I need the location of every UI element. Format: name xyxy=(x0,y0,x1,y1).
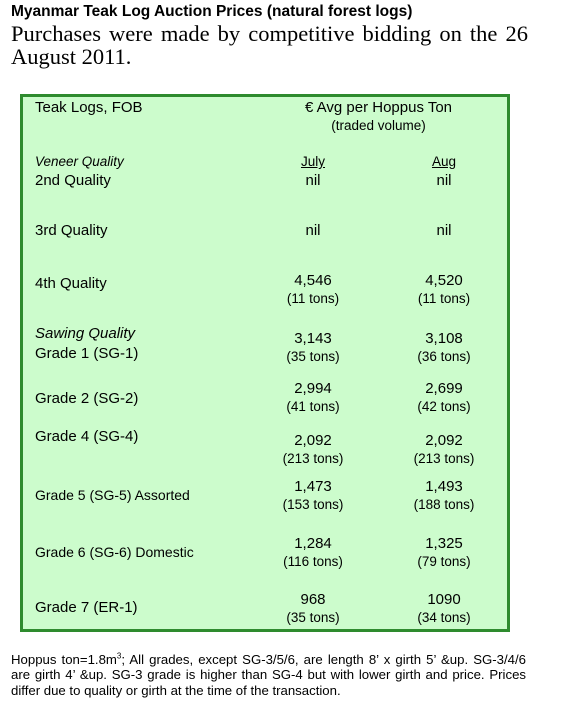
row-label: Grade 1 (SG-1) xyxy=(35,345,139,362)
aug-volume: (34 tons) xyxy=(417,610,471,625)
july-volume: (41 tons) xyxy=(286,399,340,414)
aug-price: 4,520 xyxy=(425,272,463,289)
july-volume: (11 tons) xyxy=(286,291,340,306)
july-price: 2,994 xyxy=(294,380,332,397)
july-volume: (116 tons) xyxy=(283,554,343,569)
row-label: Grade 4 (SG-4) xyxy=(35,428,139,445)
row-label: Grade 2 (SG-2) xyxy=(35,390,139,407)
row-label: Grade 6 (SG-6) Domestic xyxy=(35,544,194,560)
section-sawing-quality: Sawing Quality xyxy=(35,325,136,342)
row-label: 3rd Quality xyxy=(35,222,108,239)
intro-text: Purchases were made by competitive bidding on the 26 August 2011. xyxy=(11,21,528,69)
july-price: 2,092 xyxy=(294,432,332,449)
aug-price: nil xyxy=(436,222,452,239)
month-aug-header: Aug xyxy=(431,154,457,169)
july-price: 4,546 xyxy=(294,272,332,289)
aug-volume: (42 tons) xyxy=(417,399,471,414)
aug-volume: (11 tons) xyxy=(417,291,471,306)
aug-price: nil xyxy=(436,172,452,189)
aug-price: 2,699 xyxy=(425,380,463,397)
aug-volume: (188 tons) xyxy=(413,497,475,512)
aug-price: 3,108 xyxy=(425,330,463,347)
column-header-price: € Avg per Hoppus Ton xyxy=(304,99,453,116)
july-volume: (213 tons) xyxy=(282,451,344,466)
footnote xyxy=(11,652,526,698)
july-volume: (153 tons) xyxy=(282,497,344,512)
aug-volume: (36 tons) xyxy=(417,349,471,364)
aug-price: 2,092 xyxy=(425,432,463,449)
july-price: nil xyxy=(305,222,321,239)
july-price: 1,284 xyxy=(294,535,332,552)
july-volume: (35 tons) xyxy=(286,610,340,625)
row-label: Grade 7 (ER-1) xyxy=(35,599,138,616)
page-heading: Myanmar Teak Log Auction Prices (natural forest logs) xyxy=(11,3,413,20)
price-table-panel xyxy=(20,94,510,632)
aug-volume: (213 tons) xyxy=(413,451,475,466)
column-subheader-volume: (traded volume) xyxy=(331,118,426,133)
aug-price: 1090 xyxy=(427,591,461,608)
row-label: 2nd Quality xyxy=(35,172,111,189)
month-july-header: July xyxy=(300,154,325,169)
july-price: nil xyxy=(305,172,321,189)
july-volume: (35 tons) xyxy=(286,349,340,364)
aug-price: 1,493 xyxy=(425,478,463,495)
footnote-unit: Hoppus ton=1.8m xyxy=(11,652,117,667)
july-price: 1,473 xyxy=(294,478,332,495)
aug-volume: (79 tons) xyxy=(417,554,471,569)
row-label: Grade 5 (SG-5) Assorted xyxy=(35,487,190,503)
row-label: 4th Quality xyxy=(35,275,107,292)
july-price: 968 xyxy=(300,591,326,608)
july-price: 3,143 xyxy=(294,330,332,347)
footnote-superscript: 3 xyxy=(116,651,122,661)
footnote-text: ; All grades, except SG-3/5/6, are length 8’ x girth 5’ &up. SG-3/4/6 are girth 4’ &up. SG-3 grade is higher than SG-4 but with lower girth and price. Prices differ due to quality or girth at the time of the transaction. xyxy=(11,652,526,698)
aug-price: 1,325 xyxy=(425,535,463,552)
column-header-teak-logs: Teak Logs, FOB xyxy=(35,99,143,116)
section-veneer-quality: Veneer Quality xyxy=(35,154,124,169)
